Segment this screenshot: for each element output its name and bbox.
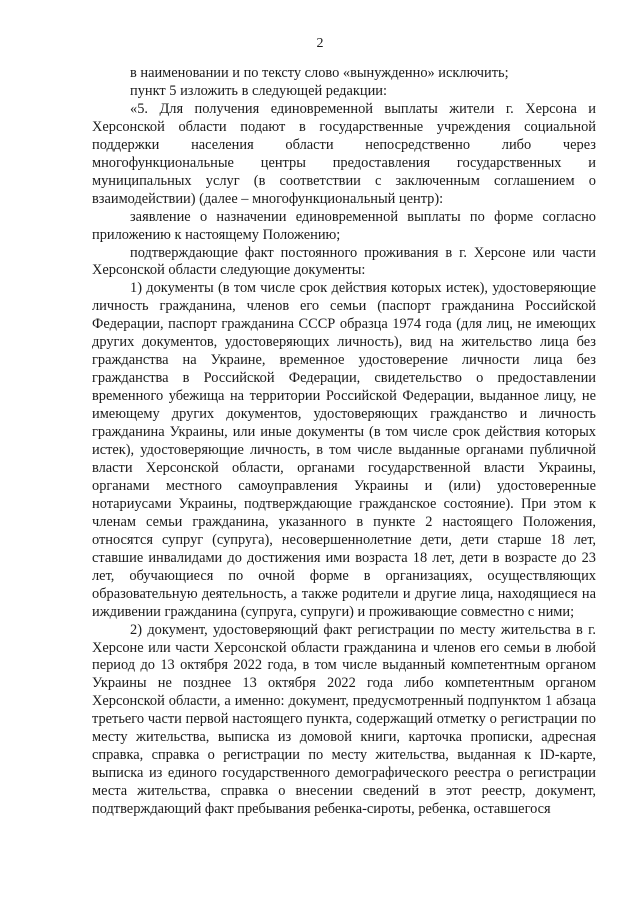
paragraph-7: 2) документ, удостоверяющий факт регистрации по месту жительства в г. Херсоне или части Херсонской области гражданина и членов его семьи в любой период до 13 октября 2022 года, в том числе выданный компетентным органом Украины не позднее 13 октября 2022 года либо компетентным органом Херсонской области, а именно: документ, предусмотренный подпунктом 1 абзаца третьего части первой настоящего пункта, содержащий отметку о регистрации по месту жительства, выписка из домовой книги, карточка прописки, адресная справка, справка о регистрации по месту жительства, выданная к ID-карте, выписка из единого государственного демографического реестра о регистрации места жительства, справка о внесении сведений в этот реестр, документ, подтверждающий факт пребывания ребенка-сироты, ребенка, оставшегося	[92, 621, 596, 818]
document-body	[92, 65, 596, 819]
page-number: 2	[316, 36, 324, 51]
paragraph-5: подтверждающие факт постоянного проживания в г. Херсоне или части Херсонской области следующие документы:	[92, 244, 596, 279]
paragraph-4: заявление о назначении единовременной выплаты по форме согласно приложению к настоящему Положению;	[92, 208, 596, 243]
paragraph-1: в наименовании и по тексту слово «вынужденно» исключить;	[130, 65, 509, 81]
paragraph-6: 1) документы (в том числе срок действия которых истек), удостоверяющие личность гражданина, членов его семьи (паспорт гражданина Российской Федерации, паспорт гражданина СССР образца 1974 года (для лиц, не имеющих других документов, удостоверяющих личность), вид на жительство лица без гражданства на Украине, временное удостоверение личности лица без гражданства в Российской Федерации, свидетельство о предоставлении временного убежища на территории Российской Федерации, выданное лицу, не имеющему других документов, удостоверяющих гражданство и личность гражданина Украины, или иные документы (в том числе срок действия которых истек), удостоверяющие личность, в том числе выданные органами публичной власти Херсонской области, органами государственной власти Украины, органами местного самоуправления Украины и (или) удостоверенные нотариусами Украины, подтверждающие гражданское состояние). При этом к членам семьи гражданина, указанного в пункте 2 настоящего Положения, относятся супруг (супруга), несовершеннолетние дети, дети старше 18 лет, ставшие инвалидами до достижения ими возраста 18 лет, дети в возрасте до 23 лет, обучающиеся по очной форме в организациях, осуществляющих образовательную деятельность, а также родители и другие лица, находящиеся на иждивении гражданина (супруга, супруги) и проживающие совместно с ними;	[92, 280, 596, 620]
paragraph-3: «5. Для получения единовременной выплаты жители г. Херсона и Херсонской области подают в государственные учреждения социальной поддержки населения области непосредственно либо через многофункциональные центры предоставления государственных и муниципальных услуг (в соответствии с заключенным соглашением о взаимодействии) (далее – многофункциональный центр):	[92, 100, 596, 207]
paragraph-2: пункт 5 изложить в следующей редакции:	[130, 82, 387, 99]
